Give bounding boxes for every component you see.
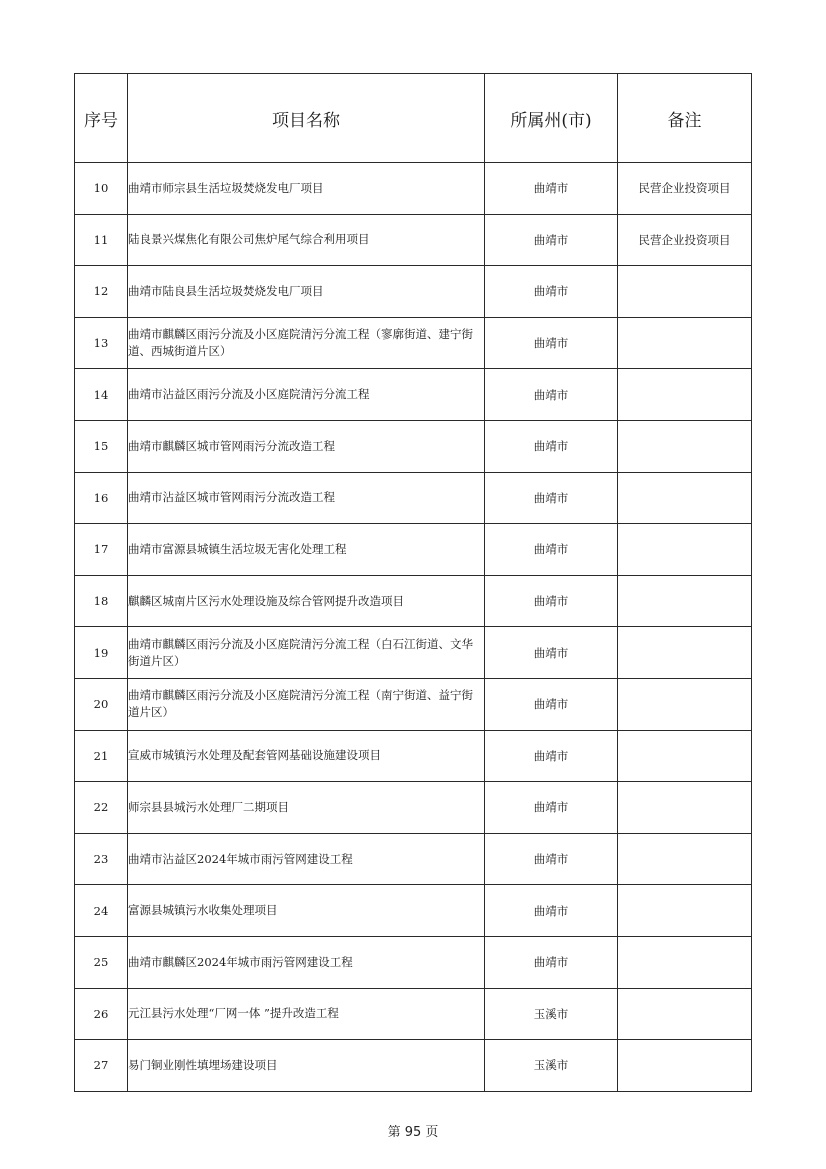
- row-city: 曲靖市: [485, 214, 618, 266]
- row-city: 曲靖市: [485, 317, 618, 369]
- row-index: 23: [75, 833, 128, 885]
- row-index: 21: [75, 730, 128, 782]
- row-project-name: 曲靖市麒麟区雨污分流及小区庭院清污分流工程（寥廓街道、建宁街道、西城街道片区）: [128, 317, 485, 369]
- table-row: [75, 317, 752, 369]
- table-row: [75, 472, 752, 524]
- row-note: [618, 988, 752, 1040]
- table-row: [75, 1040, 752, 1092]
- table-row: [75, 782, 752, 834]
- table-row: [75, 420, 752, 472]
- row-index: 18: [75, 575, 128, 627]
- table-header-row: [75, 74, 752, 163]
- header-index: 序号: [75, 74, 128, 163]
- row-note: [618, 782, 752, 834]
- row-note: [618, 524, 752, 576]
- table-row: [75, 214, 752, 266]
- row-index: 25: [75, 936, 128, 988]
- row-city: 曲靖市: [485, 524, 618, 576]
- row-note: [618, 266, 752, 318]
- table-row: [75, 524, 752, 576]
- row-index: 27: [75, 1040, 128, 1092]
- row-note: 民营企业投资项目: [618, 163, 752, 215]
- table-row: [75, 369, 752, 421]
- row-project-name: 曲靖市麒麟区城市管网雨污分流改造工程: [128, 420, 485, 472]
- row-note: [618, 833, 752, 885]
- row-project-name: 曲靖市沾益区城市管网雨污分流改造工程: [128, 472, 485, 524]
- row-project-name: 曲靖市富源县城镇生活垃圾无害化处理工程: [128, 524, 485, 576]
- row-project-name: 富源县城镇污水收集处理项目: [128, 885, 485, 937]
- row-city: 曲靖市: [485, 420, 618, 472]
- row-note: [618, 472, 752, 524]
- row-city: 曲靖市: [485, 163, 618, 215]
- row-note: 民营企业投资项目: [618, 214, 752, 266]
- page-number: 第 95 页: [387, 1125, 439, 1140]
- row-project-name: 曲靖市麒麟区雨污分流及小区庭院清污分流工程（南宁街道、益宁街道片区）: [128, 678, 485, 730]
- row-note: [618, 678, 752, 730]
- table-row: [75, 833, 752, 885]
- row-city: 曲靖市: [485, 575, 618, 627]
- row-index: 15: [75, 420, 128, 472]
- row-city: 曲靖市: [485, 936, 618, 988]
- table-row: [75, 163, 752, 215]
- row-index: 20: [75, 678, 128, 730]
- row-city: 玉溪市: [485, 1040, 618, 1092]
- table-row: [75, 988, 752, 1040]
- row-project-name: 宣威市城镇污水处理及配套管网基础设施建设项目: [128, 730, 485, 782]
- row-project-name: 师宗县县城污水处理厂二期项目: [128, 782, 485, 834]
- row-index: 24: [75, 885, 128, 937]
- header-city: 所属州(市): [485, 74, 618, 163]
- table-row: [75, 730, 752, 782]
- row-project-name: 麒麟区城南片区污水处理设施及综合管网提升改造项目: [128, 575, 485, 627]
- row-project-name: 易门铜业刚性填埋场建设项目: [128, 1040, 485, 1092]
- row-note: [618, 936, 752, 988]
- row-city: 曲靖市: [485, 627, 618, 679]
- row-project-name: 曲靖市师宗县生活垃圾焚烧发电厂项目: [128, 163, 485, 215]
- row-index: 22: [75, 782, 128, 834]
- project-table: [74, 73, 752, 1092]
- row-city: 曲靖市: [485, 833, 618, 885]
- row-note: [618, 730, 752, 782]
- table-row: [75, 936, 752, 988]
- row-project-name: 曲靖市沾益区2024年城市雨污管网建设工程: [128, 833, 485, 885]
- row-project-name: 陆良景兴煤焦化有限公司焦炉尾气综合利用项目: [128, 214, 485, 266]
- row-project-name: 曲靖市陆良县生活垃圾焚烧发电厂项目: [128, 266, 485, 318]
- row-project-name: 曲靖市麒麟区2024年城市雨污管网建设工程: [128, 936, 485, 988]
- header-project-name: 项目名称: [128, 74, 485, 163]
- row-index: 16: [75, 472, 128, 524]
- row-note: [618, 1040, 752, 1092]
- row-project-name: 元江县污水处理“厂网一体 ”提升改造工程: [128, 988, 485, 1040]
- row-note: [618, 369, 752, 421]
- row-note: [618, 885, 752, 937]
- row-city: 曲靖市: [485, 266, 618, 318]
- row-city: 曲靖市: [485, 885, 618, 937]
- row-index: 12: [75, 266, 128, 318]
- table-row: [75, 266, 752, 318]
- row-index: 14: [75, 369, 128, 421]
- row-index: 17: [75, 524, 128, 576]
- row-city: 玉溪市: [485, 988, 618, 1040]
- table-row: [75, 885, 752, 937]
- row-project-name: 曲靖市麒麟区雨污分流及小区庭院清污分流工程（白石江街道、文华街道片区）: [128, 627, 485, 679]
- table-row: [75, 575, 752, 627]
- row-index: 26: [75, 988, 128, 1040]
- row-index: 19: [75, 627, 128, 679]
- row-index: 10: [75, 163, 128, 215]
- header-note: 备注: [618, 74, 752, 163]
- row-project-name: 曲靖市沾益区雨污分流及小区庭院清污分流工程: [128, 369, 485, 421]
- row-city: 曲靖市: [485, 369, 618, 421]
- row-city: 曲靖市: [485, 782, 618, 834]
- row-city: 曲靖市: [485, 730, 618, 782]
- row-city: 曲靖市: [485, 678, 618, 730]
- row-note: [618, 627, 752, 679]
- table-row: [75, 627, 752, 679]
- row-city: 曲靖市: [485, 472, 618, 524]
- row-note: [618, 575, 752, 627]
- row-index: 11: [75, 214, 128, 266]
- table-row: [75, 678, 752, 730]
- row-index: 13: [75, 317, 128, 369]
- row-note: [618, 420, 752, 472]
- row-note: [618, 317, 752, 369]
